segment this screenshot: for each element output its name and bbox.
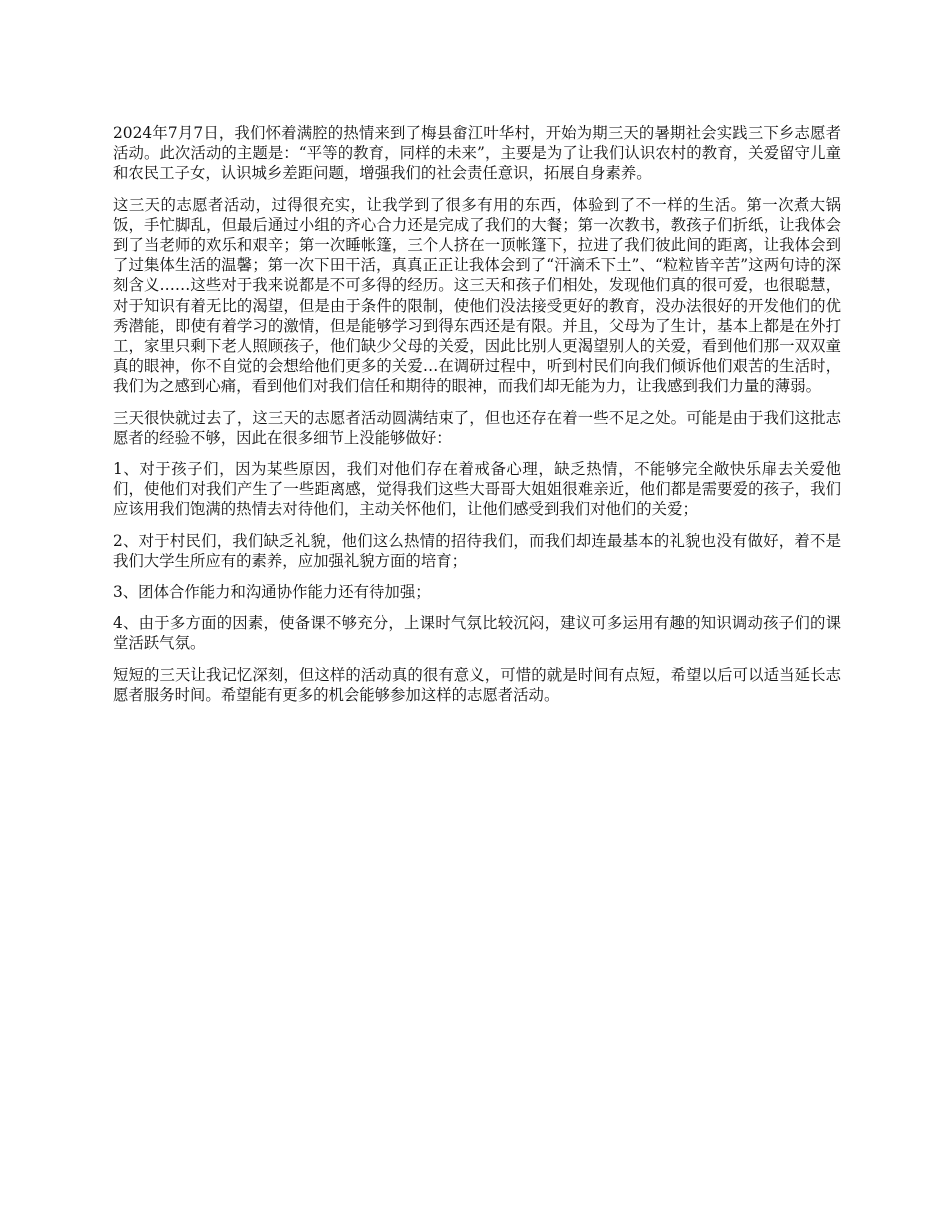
- list-item-2: 2、对于村民们，我们缺乏礼貌，他们这么热情的招待我们，而我们却连最基本的礼貌也没有做好，着不是我们大学生所应有的素养，应加强礼貌方面的培育；: [113, 531, 841, 570]
- paragraph-shortcomings: 三天很快就过去了，这三天的志愿者活动圆满结束了，但也还存在着一些不足之处。可能是由于我们这批志愿者的经验不够，因此在很多细节上没能够做好：: [113, 408, 841, 447]
- paragraph-experience: 这三天的志愿者活动，过得很充实，让我学到了很多有用的东西，体验到了不一样的生活。第一次煮大锅饭，手忙脚乱，但最后通过小组的齐心合力还是完成了我们的大餐；第一次教书，教孩子们折纸，让我体会到了当老师的欢乐和艰辛；第一次睡帐篷，三个人挤在一顶帐篷下，拉进了我们彼此间的距离，让我体会到了过集体生活的温馨；第一次下田干活，真真正正让我体会到了“汗滴禾下土”、“粒粒皆辛苦”这两句诗的深刻含义……这些对于我来说都是不可多得的经历。这三天和孩子们相处，发现他们真的很可爱，也很聪慧，对于知识有着无比的渴望，但是由于条件的限制，使他们没法接受更好的教育，没办法很好的开发他们的优秀潜能，即使有着学习的激情，但是能够学习到得东西还是有限。并且，父母为了生计，基本上都是在外打工，家里只剩下老人照顾孩子，他们缺少父母的关爱，因此比别人更渴望别人的关爱，看到他们那一双双童真的眼神，你不自觉的会想给他们更多的关爱…在调研过程中，听到村民们向我们倾诉他们艰苦的生活时，我们为之感到心痛，看到他们对我们信任和期待的眼神，而我们却无能为力，让我感到我们力量的薄弱。: [113, 195, 841, 396]
- list-item-3: 3、团体合作能力和沟通协作能力还有待加强；: [113, 583, 431, 602]
- list-item-1: 1、对于孩子们，因为某些原因，我们对他们存在着戒备心理，缺乏热情，不能够完全敞快乐扉去关爱他们，使他们对我们产生了一些距离感，觉得我们这些大哥哥大姐姐很难亲近，他们都是需要爱的孩子，我们应该用我们饱满的热情去对待他们，主动关怀他们，让他们感受到我们对他们的关爱；: [113, 460, 841, 519]
- paragraph-intro: 2024年7月7日，我们怀着满腔的热情来到了梅县畲江叶华村，开始为期三天的暑期社会实践三下乡志愿者活动。此次活动的主题是：“平等的教育，同样的未来”，主要是为了让我们认识农村的教育，关爱留守儿童和农民工子女，认识城乡差距问题，增强我们的社会责任意识，拓展自身素养。: [113, 124, 841, 183]
- document-body: [113, 123, 841, 716]
- paragraph-conclusion: 短短的三天让我记忆深刻，但这样的活动真的很有意义，可惜的就是时间有点短，希望以后可以适当延长志愿者服务时间。希望能有更多的机会能够参加这样的志愿者活动。: [113, 665, 841, 704]
- list-item-4: 4、由于多方面的因素，使备课不够充分，上课时气氛比较沉闷，建议可多运用有趣的知识调动孩子们的课堂活跃气氛。: [113, 614, 841, 653]
